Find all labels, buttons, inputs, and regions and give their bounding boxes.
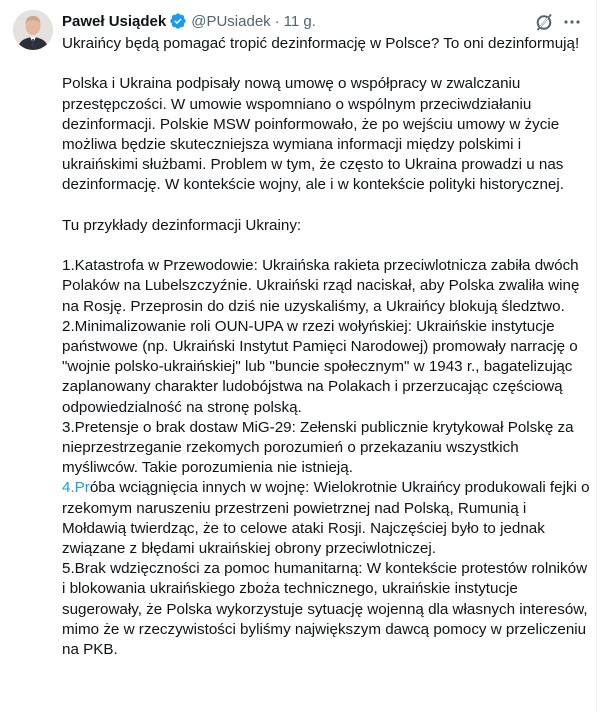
verified-badge-icon[interactable] <box>169 12 187 30</box>
tweet-paragraph: Polska i Ukraina podpisały nową umowę o współpracy w zwalczaniu przestępczości. W umowie wspomniano o wspólnym przeciwdziałaniu dezinformacji. Polskie MSW poinformowało, że po wejściu umowy w życie możliwa będzie skuteczniejsza wymiana informacji między polskimi i ukraińskimi służbami. Problem w tym, że często to Ukraina prowadzi u nas dezinformację. W kontekście wojny, ale i w kontekście polityki historycznej. <box>62 75 564 194</box>
tweet-header <box>62 10 316 32</box>
more-options-icon[interactable] <box>562 12 582 32</box>
list-item: 5.Brak wdzięczności za pomoc humanitarną: W kontekście protestów rolników i blokowania ukraińskiego zboża technicznego, ukraińskie instytucje sugerowały, że Polska wykorzystuje sytuację wojenną dla własnych interesów, mimo że w rzeczywistości byliśmy największym dawcą pomocy w przeliczeniu na PKB. <box>62 560 588 659</box>
tweet-intro: Ukraińcy będą pomagać tropić dezinformację w Polsce? To oni dezinformują! <box>62 35 580 52</box>
spacer <box>62 54 592 74</box>
list-item: 1.Katastrofa w Przewodowie: Ukraińska rakieta przeciwlotnicza zabiła dwóch Polaków na Lubelszczyźnie. Ukraiński rząd naciskał, aby Polska zwaliła winę na Rosję. Przeprosin do dziś nie uzyskaliśmy, a Ukraińcy blokują śledztwo. <box>62 257 580 315</box>
separator-dot: · <box>274 12 280 30</box>
list-item-text: óba wciągnięcia innych w wojnę: Wielokrotnie Ukraińcy produkowali fejki o rzekomym naruszeniu przestrzeni powietrznej nad Polską, Rumunią i Mołdawią twierdząc, że to celowe ataki Rosji. Najczęściej było to jednak związane z błędami ukraińskiej obrony przeciwlotniczej. <box>62 479 590 558</box>
spacer <box>62 196 592 216</box>
tweet-text <box>62 34 592 660</box>
grok-icon[interactable] <box>534 12 554 32</box>
author-name[interactable]: Paweł Usiądek <box>62 12 167 30</box>
author-avatar[interactable] <box>13 10 53 50</box>
column-border <box>596 0 597 712</box>
list-item <box>62 478 592 559</box>
inline-link[interactable]: 4.Pr <box>62 479 90 497</box>
list-item: 2.Minimalizowanie roli OUN-UPA w rzezi wołyńskiej: Ukraińskie instytucje państwowe (np. Ukraiński Instytut Pamięci Narodowej) promowały narrację o "wojnie polsko-ukraińskiej" lub "buncie społecznym" w 1943 r., bagatelizując zaplanowany charakter ludobójstwa na Polakach i przerzucając częściową odpowiedzialność na stronę polską. <box>62 317 578 416</box>
spacer <box>62 236 592 256</box>
list-item: 3.Pretensje o brak dostaw MiG-29: Zełenski publicznie krytykował Polskę za nieprzestrzeganie rzekomych porozumień o przekazaniu wszystkich myśliwców. Takie porozumienia nie istnieją. <box>62 418 574 477</box>
avatar-photo-icon <box>13 10 53 50</box>
list-intro: Tu przykłady dezinformacji Ukrainy: <box>62 216 302 234</box>
author-handle[interactable]: @PUsiadek <box>191 12 271 30</box>
tweet-timestamp[interactable]: 11 g. <box>283 12 316 30</box>
